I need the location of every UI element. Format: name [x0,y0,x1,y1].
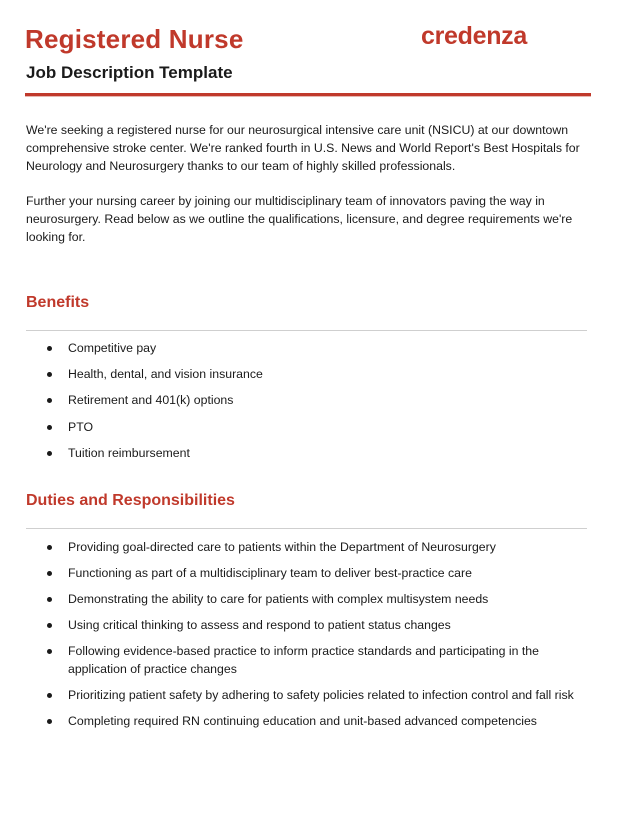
benefits-heading: Benefits [26,294,90,311]
list-item-text: Completing required RN continuing education and unit-based advanced competencies [68,714,537,728]
intro-section [26,121,588,263]
bullet-icon [47,623,52,628]
list-item [44,365,589,383]
list-item-text: Following evidence-based practice to inform practice standards and participating in the application of practice changes [68,644,539,676]
duties-list [44,538,589,738]
duties-heading: Duties and Responsibilities [26,492,235,509]
list-item [44,538,589,556]
bullet-icon [47,597,52,602]
list-item [44,339,589,357]
list-item [44,642,589,678]
bullet-icon [47,372,52,377]
list-item-text: Demonstrating the ability to care for patients with complex multisystem needs [68,592,489,606]
list-item-text: Prioritizing patient safety by adhering to safety policies related to infection control and fall risk [68,688,574,702]
list-item-text: PTO [68,419,94,434]
bullet-icon [47,545,52,550]
page-title: Registered Nurse [25,24,244,54]
benefits-divider [26,330,587,331]
page-subtitle: Job Description Template [26,63,233,82]
list-item [44,590,589,608]
bullet-icon [47,425,52,430]
bullet-icon [47,719,52,724]
intro-paragraph: Further your nursing career by joining our multidisciplinary team of innovators paving the way in neurosurgery. Read below as we outline the qualifications, licensure, and degree requirements we're looking for. [26,194,573,244]
list-item-text: Retirement and 401(k) options [68,393,234,408]
bullet-icon [47,649,52,654]
intro-paragraph: We're seeking a registered nurse for our neurosurgical intensive care unit (NSICU) at our downtown comprehensive stroke center. We're ranked fourth in U.S. News and World Report's Best Hospitals for Neurology and Neurosurgery thanks to our team of highly skilled professionals. [26,123,580,173]
bullet-icon [47,451,52,456]
list-item [44,686,589,704]
duties-divider [26,528,587,529]
list-item [44,564,589,582]
credenza-logo: credenza [421,22,527,50]
list-item-text: Using critical thinking to assess and respond to patient status changes [68,618,451,632]
list-item [44,444,589,462]
bullet-icon [47,346,52,351]
list-item [44,616,589,634]
header-divider-shadow [25,96,591,97]
list-item-text: Competitive pay [68,341,157,355]
list-item-text: Health, dental, and vision insurance [68,367,263,382]
list-item [44,418,589,436]
bullet-icon [47,398,52,403]
list-item-text: Functioning as part of a multidisciplinary team to deliver best-practice care [68,566,472,580]
bullet-icon [47,571,52,576]
list-item [44,391,589,409]
list-item-text: Providing goal-directed care to patients within the Department of Neurosurgery [68,540,496,554]
benefits-list [44,339,589,470]
bullet-icon [47,693,52,698]
list-item [44,712,589,730]
list-item-text: Tuition reimbursement [68,445,190,460]
